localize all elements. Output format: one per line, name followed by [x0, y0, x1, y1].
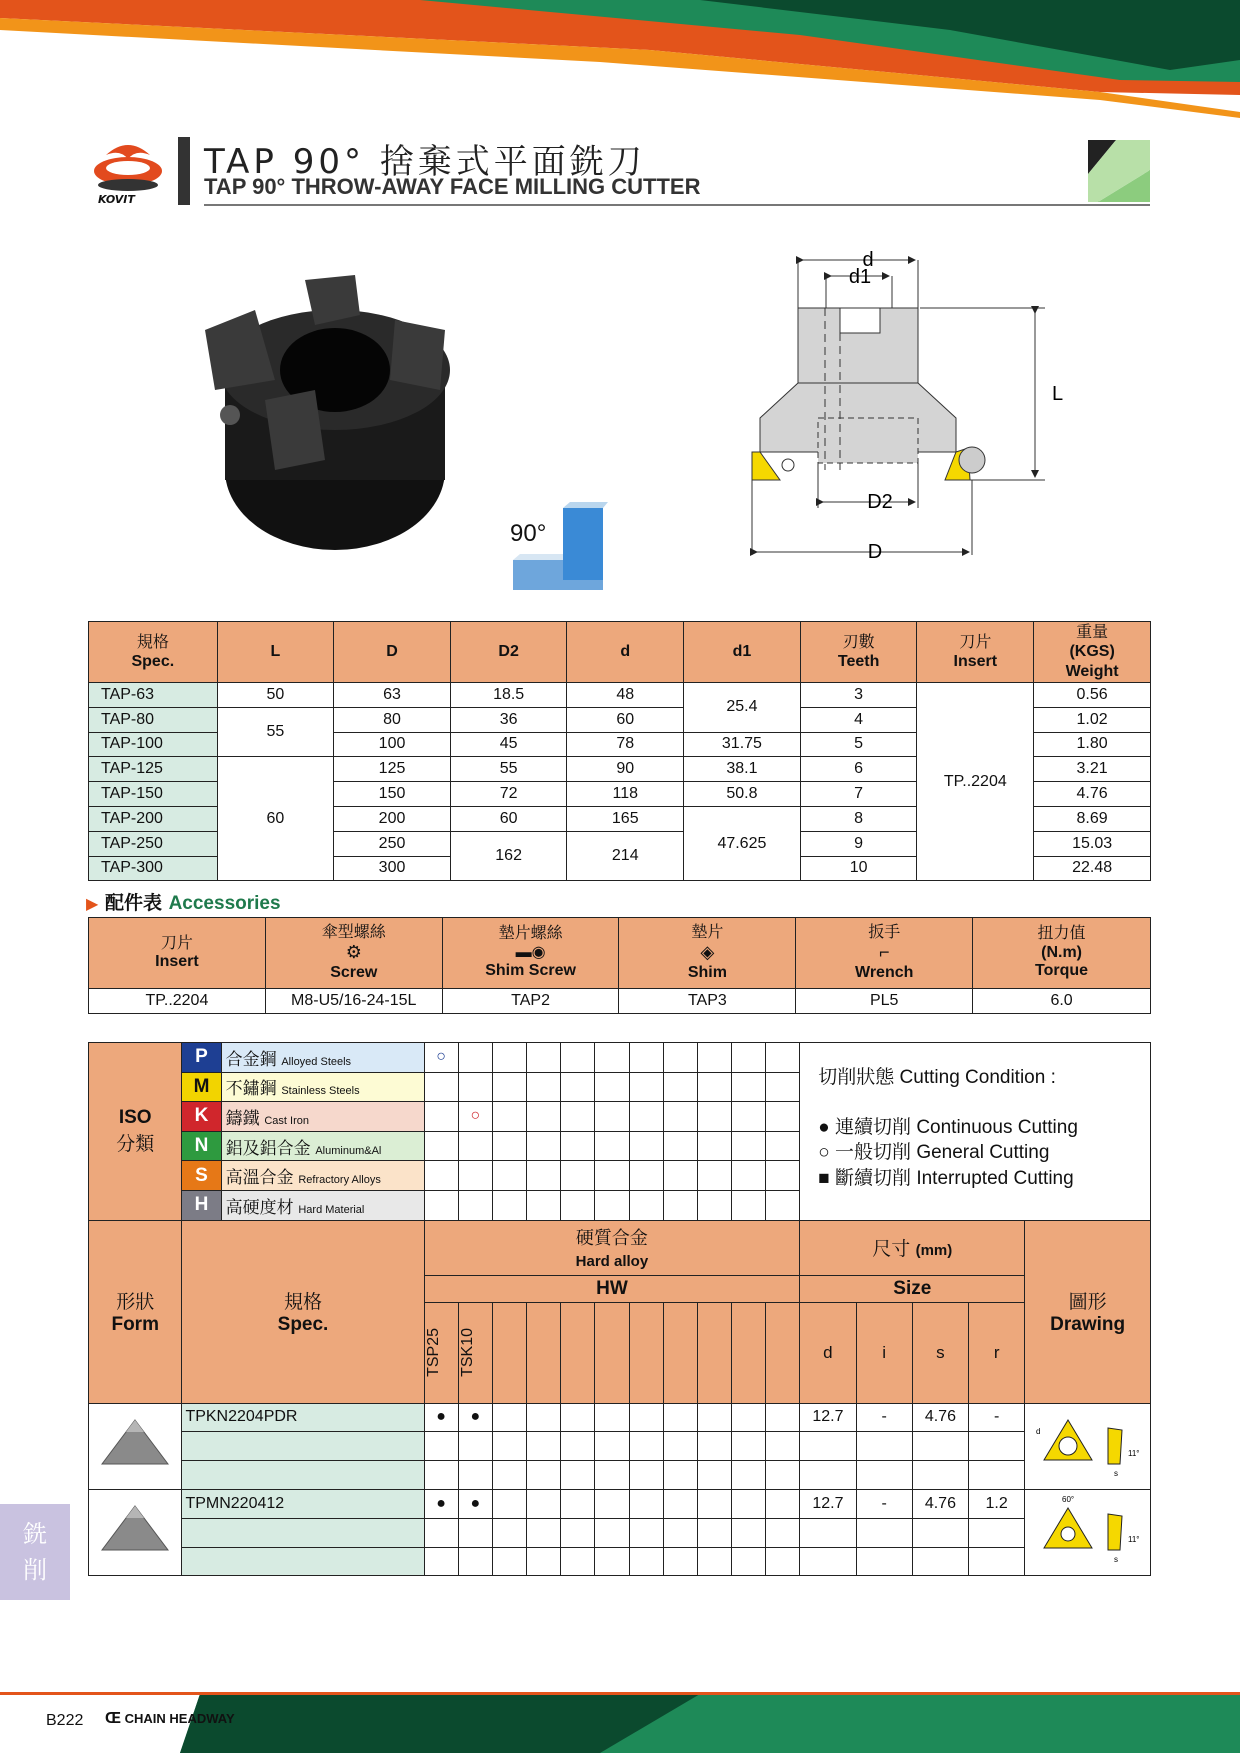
cell-d1: 31.75 [684, 732, 801, 757]
grade-mark: ● [458, 1489, 492, 1518]
cell-D: 80 [334, 707, 451, 732]
cutter-dimension-diagram [740, 240, 1070, 570]
size-i: - [856, 1403, 912, 1432]
cell-D2: 72 [450, 782, 567, 807]
brand-logo [88, 135, 168, 207]
cell-teeth: 3 [800, 683, 917, 708]
accessories-header [89, 918, 1151, 989]
hw-header: HW [424, 1275, 800, 1302]
material-name: 不鏽鋼 Stainless Steels [221, 1072, 424, 1102]
iso-code-P: P [182, 1043, 221, 1073]
accessories-heading [86, 888, 281, 915]
iso-label: ISO 分類 [89, 1043, 182, 1221]
cell-D: 150 [334, 782, 451, 807]
size-en-header: Size [800, 1275, 1025, 1302]
iso-grade-table [88, 1042, 1151, 1576]
col-insert: 刀片 Insert [917, 622, 1034, 683]
accessories-table [88, 917, 1151, 1014]
cell-D: 250 [334, 831, 451, 856]
size-col-d: d [800, 1302, 856, 1403]
cell-weight: 8.69 [1034, 806, 1151, 831]
grade-name-cell: TSP25 [424, 1302, 458, 1403]
shim-screw-icon: ▬◉ [515, 943, 546, 961]
cell-spec: TAP-80 [89, 707, 218, 732]
page-title-zh: TAP 90° 捨棄式平面銑刀 [204, 142, 646, 182]
cell-L: 60 [217, 757, 334, 881]
col-teeth: 刃數 Teeth [800, 622, 917, 683]
iso-grade-block [88, 1042, 1151, 1580]
cell-d1: 38.1 [684, 757, 801, 782]
drawing-d-label: d [1035, 1426, 1041, 1436]
material-row-P [89, 1043, 1151, 1073]
col-D2: D2 [450, 622, 567, 683]
section-side-tab: 銑 削 [0, 1504, 70, 1600]
size-col-r: r [969, 1302, 1025, 1403]
cell-D2: 18.5 [450, 683, 567, 708]
insert-spec: TPMN220412 [182, 1489, 424, 1518]
col-shim-screw: 墊片螺絲 ▬◉ Shim Screw [442, 918, 619, 989]
cell-weight: 1.80 [1034, 732, 1151, 757]
cell-spec: TAP-150 [89, 782, 218, 807]
dim-D: D [867, 541, 883, 563]
screw-icon: ⚙ [345, 942, 362, 963]
cell-D2: 162 [450, 831, 567, 881]
cell-teeth: 5 [800, 732, 917, 757]
arrow-right-icon: ▶ [86, 894, 99, 913]
iso-code-S: S [182, 1161, 221, 1191]
cell-insert: TP..2204 [917, 683, 1034, 881]
spec-header: 規格 Spec. [182, 1220, 424, 1403]
insert-drawing-icon [1032, 1492, 1144, 1568]
col-d: d [567, 622, 684, 683]
cell-D2: 45 [450, 732, 567, 757]
drawing-top-angle-label: 60° [1061, 1495, 1074, 1505]
cell-d: 60 [567, 707, 684, 732]
top-banner [0, 0, 1240, 120]
material-name: 鋁及鋁合金 Aluminum&Al [221, 1131, 424, 1161]
grade-mark: ● [424, 1403, 458, 1432]
chain-logo-icon: Œ [105, 1710, 121, 1727]
cell-spec: TAP-100 [89, 732, 218, 757]
insert-row [89, 1489, 1151, 1518]
size-d: 12.7 [800, 1403, 856, 1432]
size-header: 尺寸 (mm) [800, 1220, 1025, 1275]
cell-D: 300 [334, 856, 451, 881]
cell-shim-screw: TAP2 [442, 989, 619, 1014]
insert-shape-image [89, 1489, 182, 1575]
cutting-condition-legend [800, 1043, 1151, 1221]
col-weight: 重量 (KGS) Weight [1034, 622, 1151, 683]
brand-name: KOVIT [98, 193, 135, 206]
page-number: B222 [46, 1712, 84, 1729]
cell-D: 100 [334, 732, 451, 757]
accessories-heading-zh: 配件表 [104, 892, 162, 914]
cell-weight: 22.48 [1034, 856, 1151, 881]
drawing-angle-label: 11° [1127, 1535, 1140, 1545]
cell-D2: 36 [450, 707, 567, 732]
cell-spec: TAP-63 [89, 683, 218, 708]
cell-d: 48 [567, 683, 684, 708]
col-d1: d1 [684, 622, 801, 683]
iso-code-M: M [182, 1072, 221, 1102]
drawing-angle-label: 11° [1127, 1448, 1140, 1458]
grade-mark: ○ [424, 1043, 458, 1073]
cell-D: 125 [334, 757, 451, 782]
cell-d: 214 [567, 831, 684, 881]
insert-row [89, 1518, 1151, 1547]
dim-d1: d1 [848, 266, 872, 288]
size-col-i: i [856, 1302, 912, 1403]
cell-teeth: 10 [800, 856, 917, 881]
triangle-insert-icon [98, 1416, 172, 1472]
angle-label: 90° [510, 520, 547, 547]
insert-row [89, 1547, 1151, 1576]
cell-weight: 15.03 [1034, 831, 1151, 856]
form-header: 形狀 Form [89, 1220, 182, 1403]
insert-drawing [1025, 1403, 1151, 1489]
cell-d1: 25.4 [684, 683, 801, 733]
spec-table [88, 621, 1151, 881]
insert-drawing-icon [1032, 1406, 1144, 1482]
insert-drawing [1025, 1489, 1151, 1575]
spec-table-header [89, 622, 1151, 683]
cell-spec: TAP-200 [89, 806, 218, 831]
col-L: L [217, 622, 334, 683]
cell-teeth: 8 [800, 806, 917, 831]
dim-D2: D2 [867, 491, 893, 513]
wrench-icon: ⌐ [878, 942, 890, 963]
cell-spec: TAP-125 [89, 757, 218, 782]
col-torque: 扭力值 (N.m) Torque [973, 918, 1151, 989]
legend-interrupted: ■ 斷續切削 Interrupted Cutting [818, 1167, 1074, 1189]
drawing-s-label: s [1113, 1468, 1118, 1478]
cell-weight: 3.21 [1034, 757, 1151, 782]
cell-screw: M8-U5/16-24-15L [265, 989, 442, 1014]
drawing-header: 圖形 Drawing [1025, 1220, 1151, 1403]
insert-row [89, 1403, 1151, 1432]
cell-D: 63 [334, 683, 451, 708]
material-name: 合金鋼 Alloyed Steels [221, 1043, 424, 1073]
cell-teeth: 9 [800, 831, 917, 856]
iso-code-K: K [182, 1102, 221, 1132]
cell-d: 118 [567, 782, 684, 807]
material-name: 高硬度材 Hard Material [221, 1190, 424, 1220]
size-d: 12.7 [800, 1489, 856, 1518]
cell-insert: TP..2204 [89, 989, 266, 1014]
col-wrench: 扳手 ⌐ Wrench [796, 918, 973, 989]
drawing-s-label: s [1113, 1555, 1118, 1565]
table-row [89, 989, 1151, 1014]
cell-L: 55 [217, 707, 334, 757]
cell-teeth: 4 [800, 707, 917, 732]
title-divider [204, 204, 1150, 206]
cell-teeth: 6 [800, 757, 917, 782]
col-screw: 傘型螺絲 ⚙ Screw [265, 918, 442, 989]
dim-L: L [1052, 383, 1064, 405]
size-s: 4.76 [912, 1489, 968, 1518]
insert-row [89, 1432, 1151, 1461]
size-i: - [856, 1489, 912, 1518]
grade-mark: ● [458, 1403, 492, 1432]
dim-d: d [862, 249, 874, 271]
hard-alloy-header: 硬質合金 Hard alloy [424, 1220, 800, 1275]
insert-shape-image [89, 1403, 182, 1489]
col-shim: 墊片 ◈ Shim [619, 918, 796, 989]
cell-shim: TAP3 [619, 989, 796, 1014]
cell-wrench: PL5 [796, 989, 973, 1014]
legend-continuous: ● 連續切削 Continuous Cutting [818, 1116, 1078, 1138]
legend-general: ○ 一般切削 General Cutting [818, 1142, 1050, 1164]
shim-icon: ◈ [700, 942, 715, 963]
cell-d: 165 [567, 806, 684, 831]
table-row [89, 683, 1151, 708]
size-col-s: s [912, 1302, 968, 1403]
cell-D: 200 [334, 806, 451, 831]
cell-weight: 1.02 [1034, 707, 1151, 732]
material-name: 鑄鐵 Cast Iron [221, 1102, 424, 1132]
material-name: 高溫合金 Refractory Alloys [221, 1161, 424, 1191]
cell-d1: 50.8 [684, 782, 801, 807]
cell-torque: 6.0 [973, 989, 1151, 1014]
iso-code-N: N [182, 1131, 221, 1161]
col-spec: 規格 Spec. [89, 622, 218, 683]
grade-name-cell: TSK10 [458, 1302, 492, 1403]
page-title-en: TAP 90° THROW-AWAY FACE MILLING CUTTER [204, 174, 701, 199]
cell-d: 78 [567, 732, 684, 757]
cell-d1: 47.625 [684, 806, 801, 880]
size-s: 4.76 [912, 1403, 968, 1432]
col-D: D [334, 622, 451, 683]
cell-spec: TAP-300 [89, 856, 218, 881]
grade-header-row [89, 1220, 1151, 1275]
section-corner-icon [1088, 140, 1150, 202]
footer-logo: Œ CHAIN HEADWAY [105, 1710, 235, 1727]
iso-code-H: H [182, 1190, 221, 1220]
cell-spec: TAP-250 [89, 831, 218, 856]
cell-L: 50 [217, 683, 334, 708]
col-insert: 刀片 Insert [89, 918, 266, 989]
size-r: - [969, 1403, 1025, 1432]
cutting-condition-title: 切削狀態 Cutting Condition : [818, 1067, 1056, 1088]
cell-D2: 60 [450, 806, 567, 831]
angle-icon [508, 500, 608, 600]
cell-weight: 0.56 [1034, 683, 1151, 708]
grade-mark: ● [424, 1489, 458, 1518]
accessories-heading-en: Accessories [168, 893, 281, 914]
insert-spec: TPKN2204PDR [182, 1403, 424, 1432]
cell-D2: 55 [450, 757, 567, 782]
title-accent-bar [178, 137, 190, 205]
triangle-insert-icon [98, 1502, 172, 1558]
size-r: 1.2 [969, 1489, 1025, 1518]
cell-d: 90 [567, 757, 684, 782]
grade-mark: ○ [458, 1102, 492, 1132]
cutter-product-image [185, 270, 485, 560]
cell-weight: 4.76 [1034, 782, 1151, 807]
insert-row [89, 1461, 1151, 1490]
cell-teeth: 7 [800, 782, 917, 807]
